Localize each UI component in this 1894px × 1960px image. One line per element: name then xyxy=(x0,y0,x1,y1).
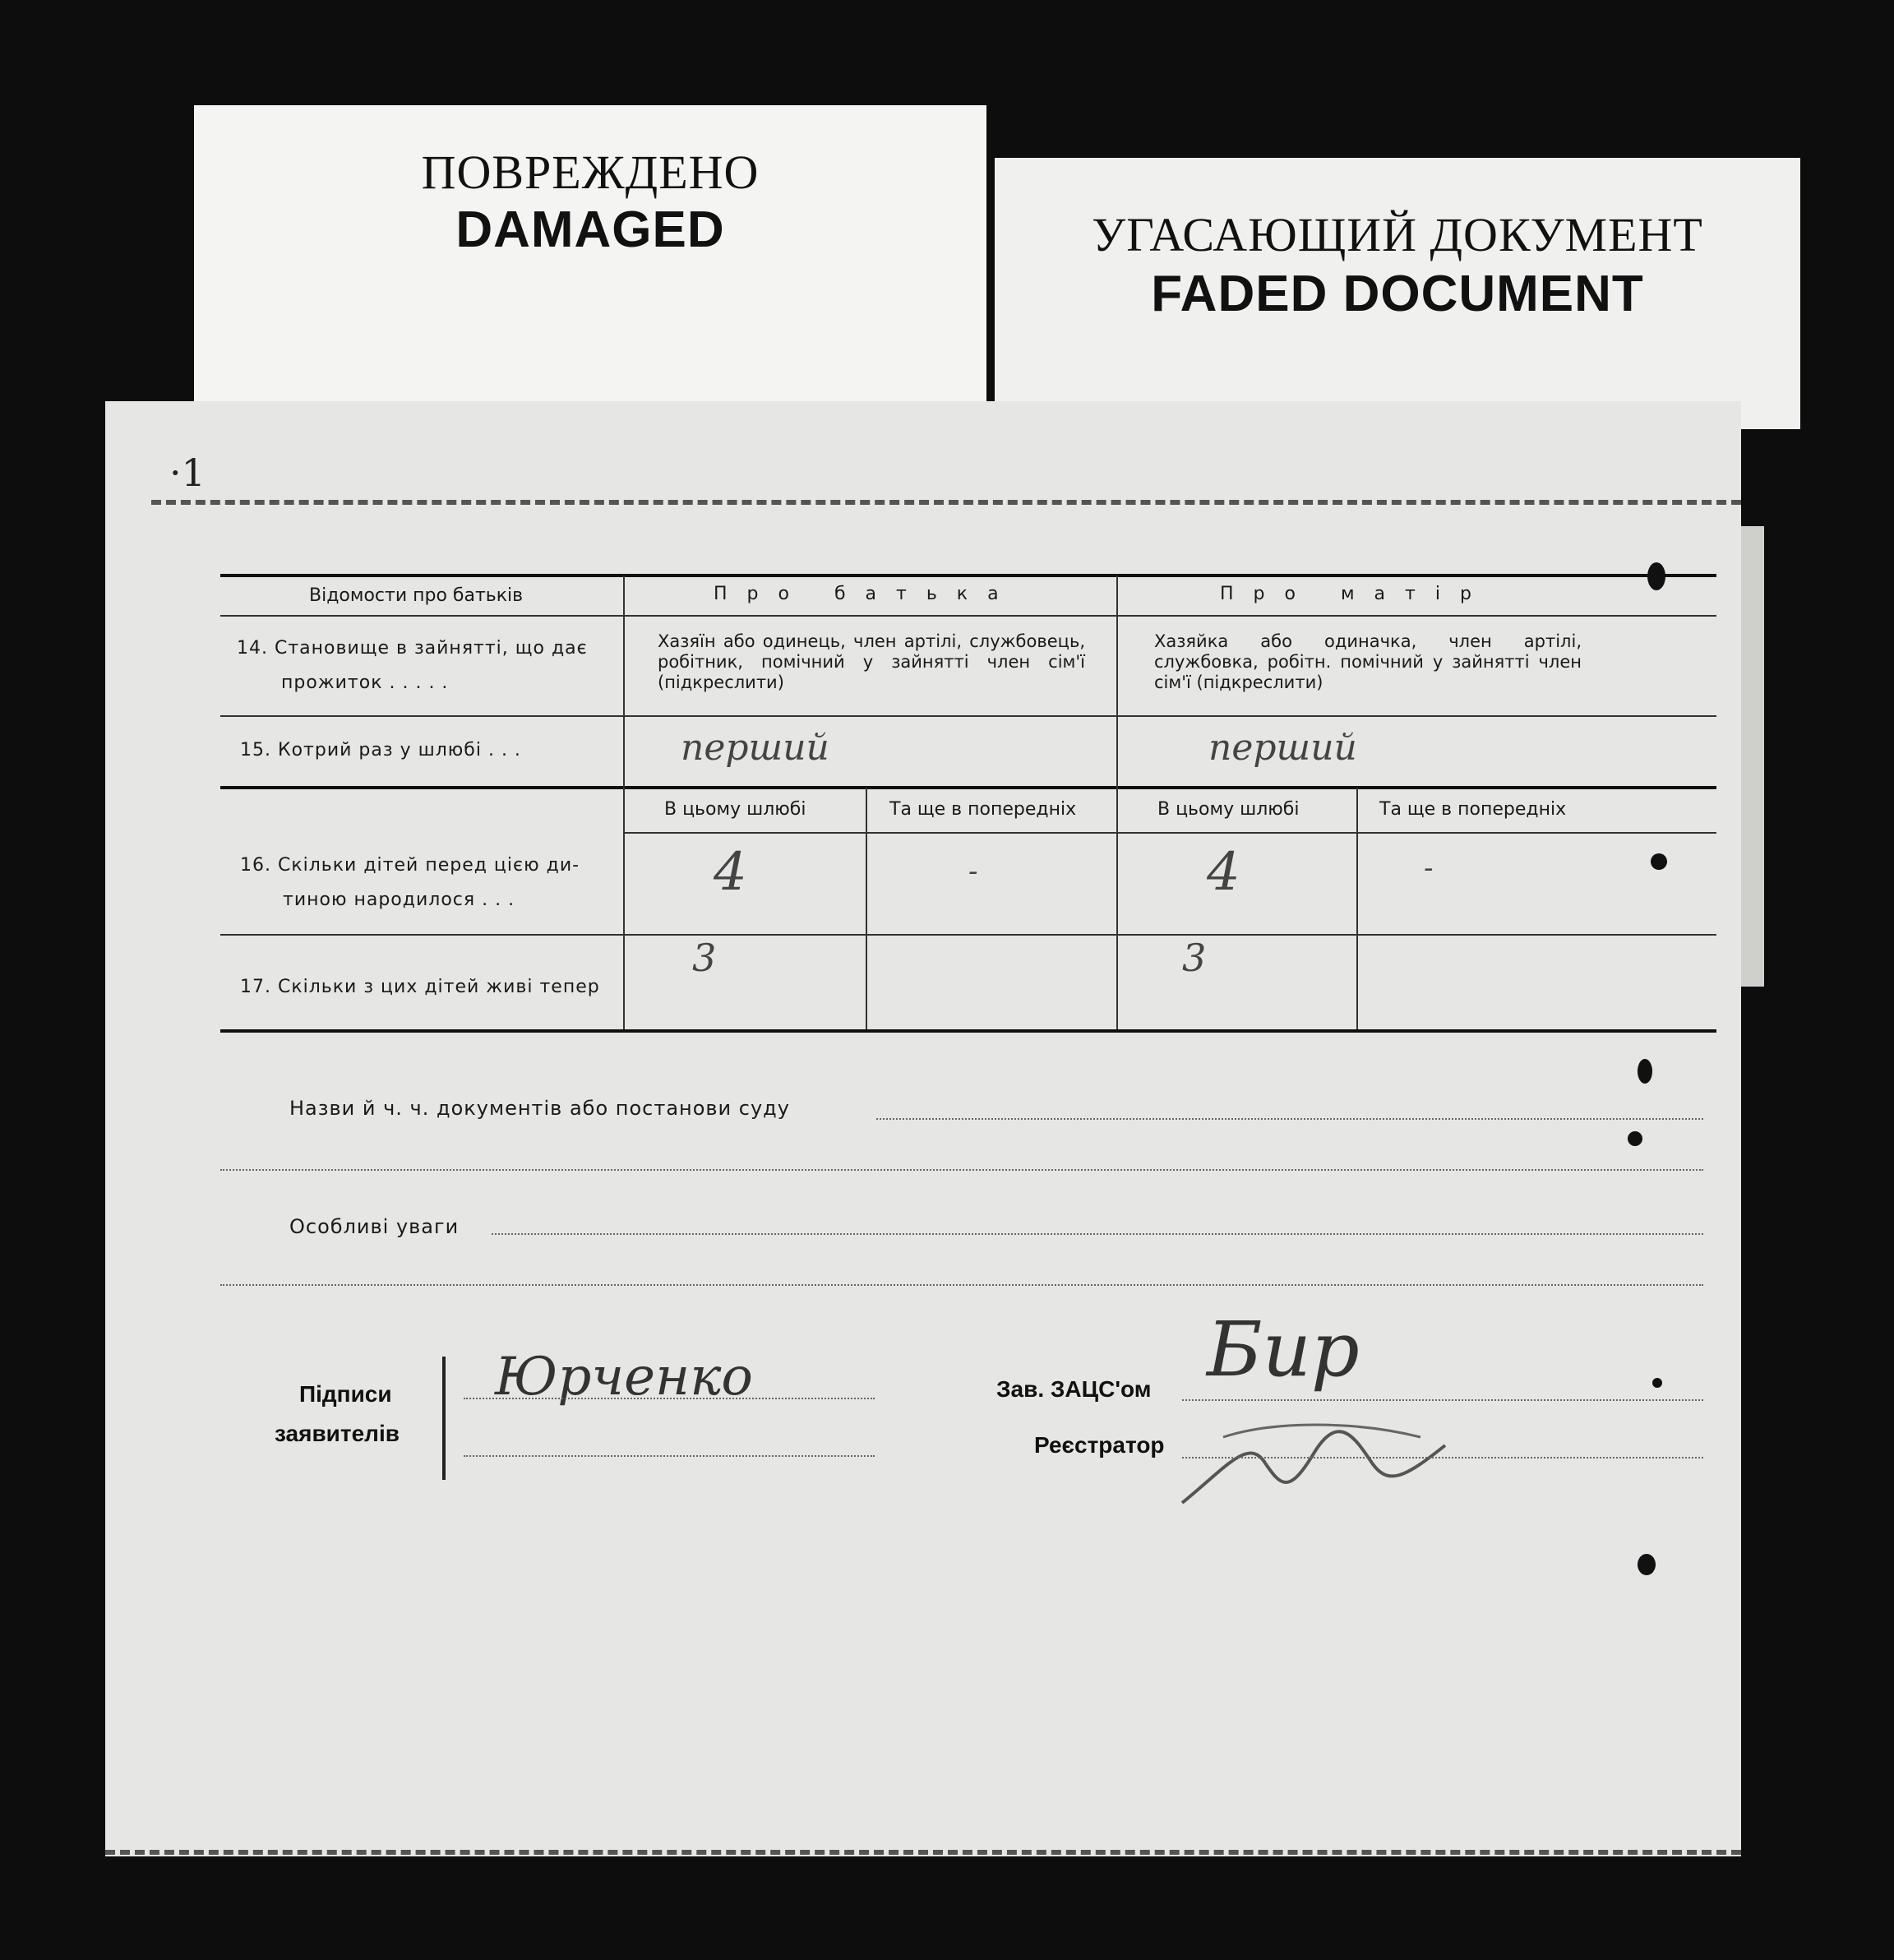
table-bottom-rule xyxy=(220,1029,1716,1033)
row16-mother-this: 4 xyxy=(1207,842,1240,903)
damage-hole xyxy=(1638,1059,1652,1084)
paper-edge-strip xyxy=(1741,526,1764,987)
documents-line-2 xyxy=(220,1169,1703,1171)
row15-rule xyxy=(220,786,1716,789)
documents-label: Назви й ч. ч. документів або постанови суду xyxy=(289,1097,790,1120)
row14-label-1: 14. Становище в зайнятті, що дає xyxy=(237,638,588,659)
row14-father-options: Хазяїн або одинець, член артілі, службовець, робітник, помічний у зайнятті член сім'ї (підкреслити) xyxy=(658,631,1085,692)
row14-rule xyxy=(220,715,1716,717)
row16-label-2: тиною народилося . . . xyxy=(283,890,515,910)
faded-label-card xyxy=(995,158,1800,429)
row16-label-1: 16. Скільки дітей перед цією ди- xyxy=(240,855,580,876)
registrar-label: Реєстратор xyxy=(1034,1432,1165,1458)
row16-father-this: 4 xyxy=(714,842,747,903)
row17-mother-this: 3 xyxy=(1182,936,1207,980)
row15-father-value: перший xyxy=(681,727,829,769)
row15-label: 15. Котрий раз у шлюбі . . . xyxy=(240,740,521,760)
applicant-signature: Юрченко xyxy=(495,1347,753,1408)
notes-label: Особливі уваги xyxy=(289,1215,460,1238)
notes-line-1 xyxy=(492,1233,1703,1235)
notes-line-2 xyxy=(220,1284,1703,1286)
faded-label-ru: УГАСАЮЩИЙ ДОКУМЕНТ xyxy=(1092,208,1703,261)
corner-mark: ·1 xyxy=(169,451,206,495)
head-signature: Бир xyxy=(1207,1306,1360,1394)
row16-rule xyxy=(220,934,1716,936)
applicants-label-1: Підписи xyxy=(299,1381,392,1407)
damage-hole xyxy=(1647,562,1665,590)
subheader-rule xyxy=(623,832,1716,834)
header-father: Про батька xyxy=(714,584,1019,604)
row16-father-prev: - xyxy=(968,855,978,888)
row14-label-2: прожиток . . . . . xyxy=(281,673,449,693)
damaged-label-en: DAMAGED xyxy=(455,201,725,258)
applicant-sign-line-1 xyxy=(464,1398,875,1399)
subheader-mother-prev: Та ще в попередніх xyxy=(1379,799,1567,820)
row16-mother-prev: - xyxy=(1424,852,1434,885)
subheader-father-this: В цьому шлюбі xyxy=(664,799,806,820)
subheader-father-prev: Та ще в попередніх xyxy=(889,799,1077,820)
damage-hole xyxy=(1652,1378,1662,1388)
row17-father-this: 3 xyxy=(692,936,717,980)
applicant-sign-line-2 xyxy=(464,1455,875,1457)
perforation-top xyxy=(151,500,1741,505)
header-rule xyxy=(220,615,1716,617)
row14-mother-options: Хазяйка або одиначка, член артілі, службовка, робітн. помічний у зайнятті член сім'ї (підкреслити) xyxy=(1154,631,1582,692)
row17-label: 17. Скільки з цих дітей живі тепер xyxy=(240,977,600,997)
header-info: Відомости про батьків xyxy=(309,585,524,606)
applicants-brace xyxy=(442,1357,446,1480)
col-divider-mother xyxy=(1356,788,1358,1029)
head-sign-line xyxy=(1182,1399,1703,1401)
damage-hole xyxy=(1651,853,1667,870)
registrar-signature xyxy=(1174,1404,1470,1519)
registrar-sign-line xyxy=(1182,1457,1703,1458)
row15-mother-value: перший xyxy=(1208,727,1357,769)
damaged-label-card xyxy=(194,105,986,418)
perforation-bottom xyxy=(105,1850,1741,1855)
applicants-label-2: заявителів xyxy=(275,1421,400,1446)
col-divider-father xyxy=(866,788,867,1029)
registration-form-sheet xyxy=(105,401,1741,1856)
header-mother: Про матір xyxy=(1220,584,1491,604)
col-divider-1 xyxy=(623,576,625,1029)
table-top-rule xyxy=(220,574,1716,577)
head-label: Зав. ЗАЦС'ом xyxy=(996,1376,1152,1402)
subheader-mother-this: В цьому шлюбі xyxy=(1157,799,1300,820)
damage-hole xyxy=(1638,1554,1656,1575)
damaged-label-ru: ПОВРЕЖДЕНО xyxy=(421,146,760,199)
faded-label-en: FADED DOCUMENT xyxy=(1151,266,1644,322)
documents-line-1 xyxy=(876,1118,1703,1120)
col-divider-2 xyxy=(1116,576,1118,1029)
damage-hole xyxy=(1628,1131,1642,1146)
